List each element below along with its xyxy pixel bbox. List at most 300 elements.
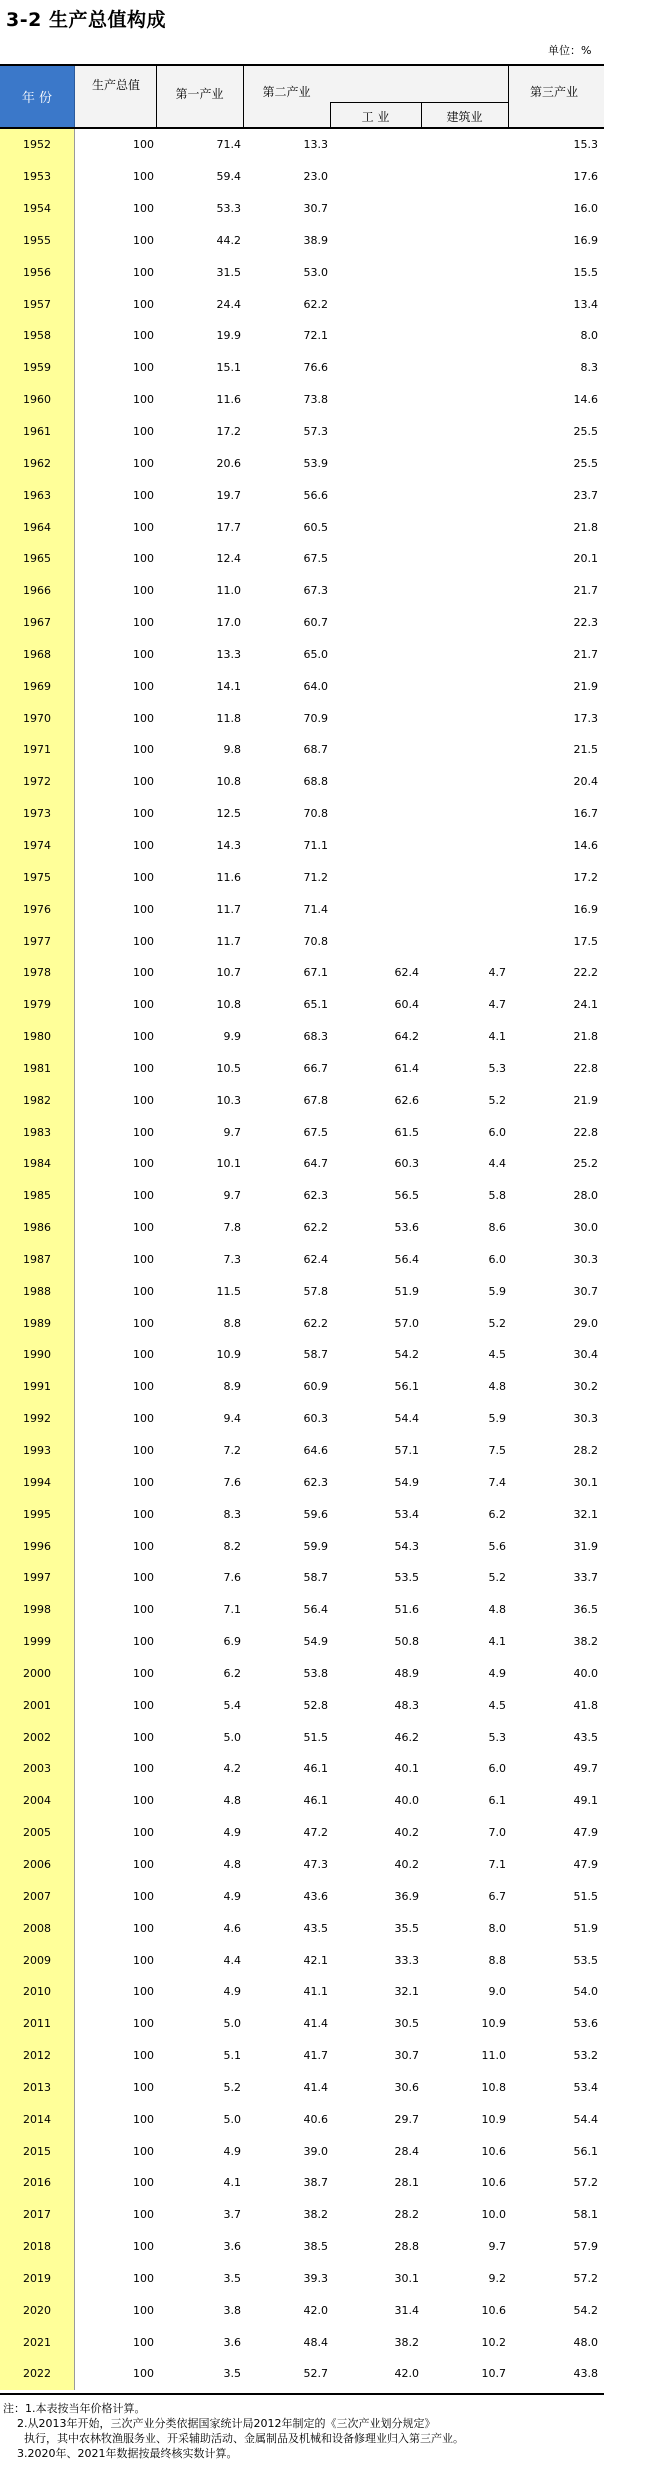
cell-secondary: 56.6 xyxy=(303,488,328,502)
cell-industry: 33.3 xyxy=(394,1953,419,1967)
cell-secondary: 70.8 xyxy=(303,807,328,821)
cell-industry xyxy=(330,861,421,893)
cell-industry: 50.8 xyxy=(394,1635,419,1649)
cell-secondary: 58.7 xyxy=(303,1571,328,1585)
cell-construction: 9.0 xyxy=(488,1985,506,1999)
cell-construction xyxy=(421,511,508,543)
cell-secondary: 60.7 xyxy=(303,616,328,630)
cell-construction: 8.8 xyxy=(488,1953,506,1967)
table-row xyxy=(0,1052,604,1084)
cell-secondary: 60.9 xyxy=(303,1380,328,1394)
cell-year: 1983 xyxy=(0,1116,75,1148)
cell-tertiary: 29.0 xyxy=(573,1316,598,1330)
footnote-line: 3.2020年、2021年数据按最终核实数计算。 xyxy=(3,2447,238,2460)
cell-secondary: 62.3 xyxy=(303,1189,328,1203)
cell-total: 100 xyxy=(133,202,154,216)
cell-tertiary: 21.7 xyxy=(573,584,598,598)
cell-tertiary: 17.3 xyxy=(573,711,598,725)
cell-total: 100 xyxy=(133,393,154,407)
cell-industry: 60.3 xyxy=(394,1157,419,1171)
cell-tertiary: 21.8 xyxy=(573,1030,598,1044)
cell-year: 2012 xyxy=(0,2040,75,2072)
table-row xyxy=(0,575,604,607)
cell-construction xyxy=(421,893,508,925)
cell-secondary: 39.3 xyxy=(303,2271,328,2285)
cell-tertiary: 30.3 xyxy=(573,1252,598,1266)
cell-year: 1974 xyxy=(0,830,75,862)
table-row xyxy=(0,2263,604,2295)
cell-total: 100 xyxy=(133,2017,154,2031)
cell-primary: 4.9 xyxy=(223,2144,241,2158)
cell-primary: 9.4 xyxy=(223,1412,241,1426)
table-row xyxy=(0,1530,604,1562)
cell-year: 1984 xyxy=(0,1148,75,1180)
cell-primary: 3.5 xyxy=(223,2271,241,2285)
cell-primary: 20.6 xyxy=(216,456,241,470)
cell-industry: 56.5 xyxy=(394,1189,419,1203)
header-year: 年 份 xyxy=(0,66,75,127)
cell-year: 1986 xyxy=(0,1212,75,1244)
cell-year: 1969 xyxy=(0,670,75,702)
cell-tertiary: 21.5 xyxy=(573,743,598,757)
cell-secondary: 62.3 xyxy=(303,1475,328,1489)
table-body xyxy=(0,129,604,2390)
cell-secondary: 71.2 xyxy=(303,870,328,884)
cell-total: 100 xyxy=(133,1189,154,1203)
table-row xyxy=(0,225,604,257)
cell-primary: 9.7 xyxy=(223,1125,241,1139)
cell-tertiary: 53.2 xyxy=(573,2049,598,2063)
cell-secondary: 70.8 xyxy=(303,934,328,948)
cell-total: 100 xyxy=(133,1221,154,1235)
cell-industry: 40.2 xyxy=(394,1826,419,1840)
table-row xyxy=(0,2294,604,2326)
cell-tertiary: 14.6 xyxy=(573,838,598,852)
cell-year: 1994 xyxy=(0,1466,75,1498)
cell-year: 1961 xyxy=(0,416,75,448)
cell-industry xyxy=(330,384,421,416)
cell-tertiary: 53.5 xyxy=(573,1953,598,1967)
cell-primary: 11.8 xyxy=(216,711,241,725)
cell-tertiary: 22.8 xyxy=(573,1125,598,1139)
table-row xyxy=(0,416,604,448)
cell-year: 1954 xyxy=(0,193,75,225)
cell-industry: 56.4 xyxy=(394,1252,419,1266)
cell-total: 100 xyxy=(133,1444,154,1458)
cell-industry: 28.4 xyxy=(394,2144,419,2158)
cell-construction: 5.2 xyxy=(488,1571,506,1585)
cell-secondary: 68.7 xyxy=(303,743,328,757)
cell-secondary: 53.0 xyxy=(303,265,328,279)
cell-primary: 8.8 xyxy=(223,1316,241,1330)
cell-primary: 4.8 xyxy=(223,1794,241,1808)
cell-total: 100 xyxy=(133,1061,154,1075)
table-row xyxy=(0,1371,604,1403)
cell-year: 1982 xyxy=(0,1084,75,1116)
table-row xyxy=(0,1435,604,1467)
cell-secondary: 71.4 xyxy=(303,902,328,916)
cell-construction: 10.6 xyxy=(481,2144,506,2158)
cell-tertiary: 30.2 xyxy=(573,1380,598,1394)
table-row xyxy=(0,2231,604,2263)
header-divider xyxy=(330,102,508,103)
cell-industry: 28.8 xyxy=(394,2240,419,2254)
cell-industry: 30.5 xyxy=(394,2017,419,2031)
cell-year: 1963 xyxy=(0,479,75,511)
cell-total: 100 xyxy=(133,1889,154,1903)
table-row xyxy=(0,798,604,830)
cell-primary: 10.9 xyxy=(216,1348,241,1362)
cell-total: 100 xyxy=(133,1316,154,1330)
cell-industry: 51.9 xyxy=(394,1284,419,1298)
cell-construction: 5.2 xyxy=(488,1316,506,1330)
table-row xyxy=(0,1244,604,1276)
cell-year: 1995 xyxy=(0,1498,75,1530)
cell-year: 1956 xyxy=(0,256,75,288)
cell-industry xyxy=(330,607,421,639)
cell-secondary: 67.5 xyxy=(303,552,328,566)
cell-tertiary: 15.5 xyxy=(573,265,598,279)
cell-tertiary: 17.2 xyxy=(573,870,598,884)
cell-construction: 6.7 xyxy=(488,1889,506,1903)
cell-construction: 10.7 xyxy=(481,2367,506,2381)
cell-total: 100 xyxy=(133,1284,154,1298)
cell-industry: 54.2 xyxy=(394,1348,419,1362)
cell-total: 100 xyxy=(133,1380,154,1394)
cell-year: 1970 xyxy=(0,702,75,734)
cell-tertiary: 30.0 xyxy=(573,1221,598,1235)
cell-industry xyxy=(330,670,421,702)
table-row xyxy=(0,543,604,575)
cell-year: 1985 xyxy=(0,1180,75,1212)
cell-primary: 71.4 xyxy=(216,138,241,152)
cell-year: 2004 xyxy=(0,1785,75,1817)
cell-secondary: 30.7 xyxy=(303,202,328,216)
cell-tertiary: 21.9 xyxy=(573,679,598,693)
cell-tertiary: 49.1 xyxy=(573,1794,598,1808)
cell-industry xyxy=(330,575,421,607)
table-row xyxy=(0,670,604,702)
cell-industry: 48.3 xyxy=(394,1698,419,1712)
cell-construction xyxy=(421,766,508,798)
table-row xyxy=(0,1753,604,1785)
cell-year: 1973 xyxy=(0,798,75,830)
cell-total: 100 xyxy=(133,1412,154,1426)
cell-total: 100 xyxy=(133,1921,154,1935)
cell-tertiary: 25.5 xyxy=(573,425,598,439)
table-row xyxy=(0,2040,604,2072)
cell-total: 100 xyxy=(133,456,154,470)
cell-primary: 17.7 xyxy=(216,520,241,534)
cell-primary: 10.3 xyxy=(216,1093,241,1107)
cell-primary: 17.0 xyxy=(216,616,241,630)
cell-primary: 3.5 xyxy=(223,2367,241,2381)
cell-year: 1966 xyxy=(0,575,75,607)
cell-year: 2022 xyxy=(0,2358,75,2390)
cell-tertiary: 17.5 xyxy=(573,934,598,948)
table-row xyxy=(0,1562,604,1594)
cell-primary: 3.7 xyxy=(223,2208,241,2222)
cell-year: 2015 xyxy=(0,2135,75,2167)
cell-secondary: 54.9 xyxy=(303,1635,328,1649)
cell-construction: 8.6 xyxy=(488,1221,506,1235)
cell-tertiary: 28.2 xyxy=(573,1444,598,1458)
table-row xyxy=(0,1849,604,1881)
table-row xyxy=(0,1689,604,1721)
cell-primary: 7.3 xyxy=(223,1252,241,1266)
cell-primary: 17.2 xyxy=(216,425,241,439)
table-row xyxy=(0,2358,604,2390)
cell-tertiary: 21.7 xyxy=(573,647,598,661)
cell-year: 1972 xyxy=(0,766,75,798)
cell-primary: 3.8 xyxy=(223,2303,241,2317)
cell-tertiary: 17.6 xyxy=(573,170,598,184)
cell-year: 1968 xyxy=(0,639,75,671)
cell-total: 100 xyxy=(133,2208,154,2222)
cell-primary: 59.4 xyxy=(216,170,241,184)
cell-industry: 40.1 xyxy=(394,1762,419,1776)
cell-primary: 4.9 xyxy=(223,1826,241,1840)
cell-secondary: 42.1 xyxy=(303,1953,328,1967)
cell-year: 1952 xyxy=(0,129,75,161)
cell-industry: 54.3 xyxy=(394,1539,419,1553)
cell-total: 100 xyxy=(133,679,154,693)
cell-construction: 5.6 xyxy=(488,1539,506,1553)
table-row xyxy=(0,1658,604,1690)
cell-tertiary: 24.1 xyxy=(573,998,598,1012)
cell-tertiary: 54.0 xyxy=(573,1985,598,1999)
cell-secondary: 60.3 xyxy=(303,1412,328,1426)
cell-primary: 53.3 xyxy=(216,202,241,216)
cell-year: 1979 xyxy=(0,989,75,1021)
cell-industry: 53.4 xyxy=(394,1507,419,1521)
cell-total: 100 xyxy=(133,1093,154,1107)
table-row xyxy=(0,511,604,543)
cell-year: 1957 xyxy=(0,288,75,320)
cell-industry: 48.9 xyxy=(394,1666,419,1680)
cell-total: 100 xyxy=(133,1857,154,1871)
cell-tertiary: 43.8 xyxy=(573,2367,598,2381)
header-tertiary: 第三产业 xyxy=(529,84,578,99)
table-row xyxy=(0,957,604,989)
cell-industry xyxy=(330,256,421,288)
table-row xyxy=(0,2071,604,2103)
cell-tertiary: 57.9 xyxy=(573,2240,598,2254)
cell-tertiary: 16.0 xyxy=(573,202,598,216)
cell-construction xyxy=(421,416,508,448)
cell-primary: 11.0 xyxy=(216,584,241,598)
header-total: 生产总值 xyxy=(91,78,140,92)
cell-year: 1962 xyxy=(0,447,75,479)
cell-total: 100 xyxy=(133,807,154,821)
cell-year: 1992 xyxy=(0,1403,75,1435)
cell-tertiary: 25.2 xyxy=(573,1157,598,1171)
table-row xyxy=(0,1148,604,1180)
cell-primary: 13.3 xyxy=(216,647,241,661)
cell-primary: 5.1 xyxy=(223,2049,241,2063)
cell-construction xyxy=(421,225,508,257)
cell-secondary: 51.5 xyxy=(303,1730,328,1744)
cell-tertiary: 16.7 xyxy=(573,807,598,821)
cell-industry: 51.6 xyxy=(394,1603,419,1617)
cell-primary: 7.6 xyxy=(223,1475,241,1489)
cell-year: 2009 xyxy=(0,1944,75,1976)
cell-total: 100 xyxy=(133,2080,154,2094)
cell-construction: 9.7 xyxy=(488,2240,506,2254)
cell-construction: 4.1 xyxy=(488,1030,506,1044)
cell-tertiary: 49.7 xyxy=(573,1762,598,1776)
cell-total: 100 xyxy=(133,233,154,247)
cell-secondary: 38.9 xyxy=(303,233,328,247)
cell-tertiary: 30.4 xyxy=(573,1348,598,1362)
cell-industry xyxy=(330,320,421,352)
cell-industry: 40.0 xyxy=(394,1794,419,1808)
cell-industry: 57.1 xyxy=(394,1444,419,1458)
cell-construction xyxy=(421,575,508,607)
cell-total: 100 xyxy=(133,870,154,884)
cell-primary: 10.8 xyxy=(216,775,241,789)
cell-year: 1997 xyxy=(0,1562,75,1594)
header-primary: 第一产业 xyxy=(175,86,224,101)
footnote-line: 执行，其中农林牧渔服务业、开采辅助活动、金属制品及机械和设备修理业归入第三产业。 xyxy=(3,2432,464,2445)
cell-primary: 7.6 xyxy=(223,1571,241,1585)
cell-secondary: 58.7 xyxy=(303,1348,328,1362)
cell-tertiary: 58.1 xyxy=(573,2208,598,2222)
cell-tertiary: 53.4 xyxy=(573,2080,598,2094)
cell-construction xyxy=(421,479,508,511)
table-row xyxy=(0,2008,604,2040)
cell-primary: 3.6 xyxy=(223,2240,241,2254)
cell-industry: 61.4 xyxy=(394,1061,419,1075)
cell-year: 1978 xyxy=(0,957,75,989)
cell-construction: 7.0 xyxy=(488,1826,506,1840)
cell-year: 1993 xyxy=(0,1435,75,1467)
cell-construction: 6.1 xyxy=(488,1794,506,1808)
cell-construction: 6.0 xyxy=(488,1762,506,1776)
cell-industry xyxy=(330,479,421,511)
cell-tertiary: 8.0 xyxy=(580,329,598,343)
table-row xyxy=(0,1275,604,1307)
cell-secondary: 62.2 xyxy=(303,1221,328,1235)
cell-total: 100 xyxy=(133,584,154,598)
table-row xyxy=(0,1785,604,1817)
cell-construction xyxy=(421,129,508,161)
cell-construction xyxy=(421,256,508,288)
cell-total: 100 xyxy=(133,1635,154,1649)
table-row xyxy=(0,1498,604,1530)
cell-total: 100 xyxy=(133,170,154,184)
cell-secondary: 43.5 xyxy=(303,1921,328,1935)
cell-total: 100 xyxy=(133,425,154,439)
cell-secondary: 38.2 xyxy=(303,2208,328,2222)
cell-total: 100 xyxy=(133,966,154,980)
cell-secondary: 41.7 xyxy=(303,2049,328,2063)
cell-tertiary: 31.9 xyxy=(573,1539,598,1553)
cell-secondary: 53.8 xyxy=(303,1666,328,1680)
cell-year: 1953 xyxy=(0,161,75,193)
table-row xyxy=(0,1626,604,1658)
table-row xyxy=(0,830,604,862)
table-row xyxy=(0,1116,604,1148)
cell-construction: 4.9 xyxy=(488,1666,506,1680)
cell-primary: 3.6 xyxy=(223,2335,241,2349)
cell-construction xyxy=(421,861,508,893)
cell-industry: 31.4 xyxy=(394,2303,419,2317)
cell-construction: 4.4 xyxy=(488,1157,506,1171)
cell-year: 1967 xyxy=(0,607,75,639)
table-row xyxy=(0,2199,604,2231)
cell-year: 2006 xyxy=(0,1849,75,1881)
cell-total: 100 xyxy=(133,1475,154,1489)
cell-tertiary: 23.7 xyxy=(573,488,598,502)
table-row xyxy=(0,193,604,225)
cell-industry: 42.0 xyxy=(394,2367,419,2381)
cell-year: 1975 xyxy=(0,861,75,893)
cell-construction: 10.2 xyxy=(481,2335,506,2349)
cell-tertiary: 30.1 xyxy=(573,1475,598,1489)
cell-construction: 4.5 xyxy=(488,1348,506,1362)
cell-total: 100 xyxy=(133,520,154,534)
cell-industry xyxy=(330,288,421,320)
cell-total: 100 xyxy=(133,2335,154,2349)
cell-primary: 11.7 xyxy=(216,902,241,916)
cell-tertiary: 56.1 xyxy=(573,2144,598,2158)
cell-year: 2000 xyxy=(0,1658,75,1690)
cell-industry: 64.2 xyxy=(394,1030,419,1044)
table-row xyxy=(0,161,604,193)
cell-industry xyxy=(330,416,421,448)
cell-primary: 4.9 xyxy=(223,1889,241,1903)
cell-secondary: 68.3 xyxy=(303,1030,328,1044)
cell-secondary: 41.4 xyxy=(303,2080,328,2094)
table-row xyxy=(0,861,604,893)
cell-industry: 30.7 xyxy=(394,2049,419,2063)
cell-year: 1977 xyxy=(0,925,75,957)
header-divider xyxy=(421,102,422,127)
cell-tertiary: 22.3 xyxy=(573,616,598,630)
cell-construction xyxy=(421,352,508,384)
cell-industry: 46.2 xyxy=(394,1730,419,1744)
table-row xyxy=(0,1594,604,1626)
header-secondary: 第二产业 xyxy=(262,84,311,99)
cell-year: 1989 xyxy=(0,1307,75,1339)
cell-construction: 4.8 xyxy=(488,1380,506,1394)
cell-year: 2019 xyxy=(0,2263,75,2295)
cell-total: 100 xyxy=(133,1125,154,1139)
cell-industry xyxy=(330,511,421,543)
cell-secondary: 47.2 xyxy=(303,1826,328,1840)
cell-total: 100 xyxy=(133,2303,154,2317)
cell-construction: 10.8 xyxy=(481,2080,506,2094)
table-row xyxy=(0,2135,604,2167)
cell-secondary: 73.8 xyxy=(303,393,328,407)
cell-primary: 44.2 xyxy=(216,233,241,247)
cell-construction xyxy=(421,925,508,957)
table-row xyxy=(0,129,604,161)
cell-industry xyxy=(330,734,421,766)
cell-tertiary: 57.2 xyxy=(573,2176,598,2190)
cell-industry: 40.2 xyxy=(394,1857,419,1871)
cell-total: 100 xyxy=(133,265,154,279)
table-row xyxy=(0,1466,604,1498)
cell-primary: 11.6 xyxy=(216,870,241,884)
cell-year: 2018 xyxy=(0,2231,75,2263)
cell-secondary: 46.1 xyxy=(303,1794,328,1808)
cell-primary: 5.0 xyxy=(223,2112,241,2126)
cell-construction: 4.7 xyxy=(488,998,506,1012)
cell-industry: 36.9 xyxy=(394,1889,419,1903)
cell-secondary: 38.5 xyxy=(303,2240,328,2254)
